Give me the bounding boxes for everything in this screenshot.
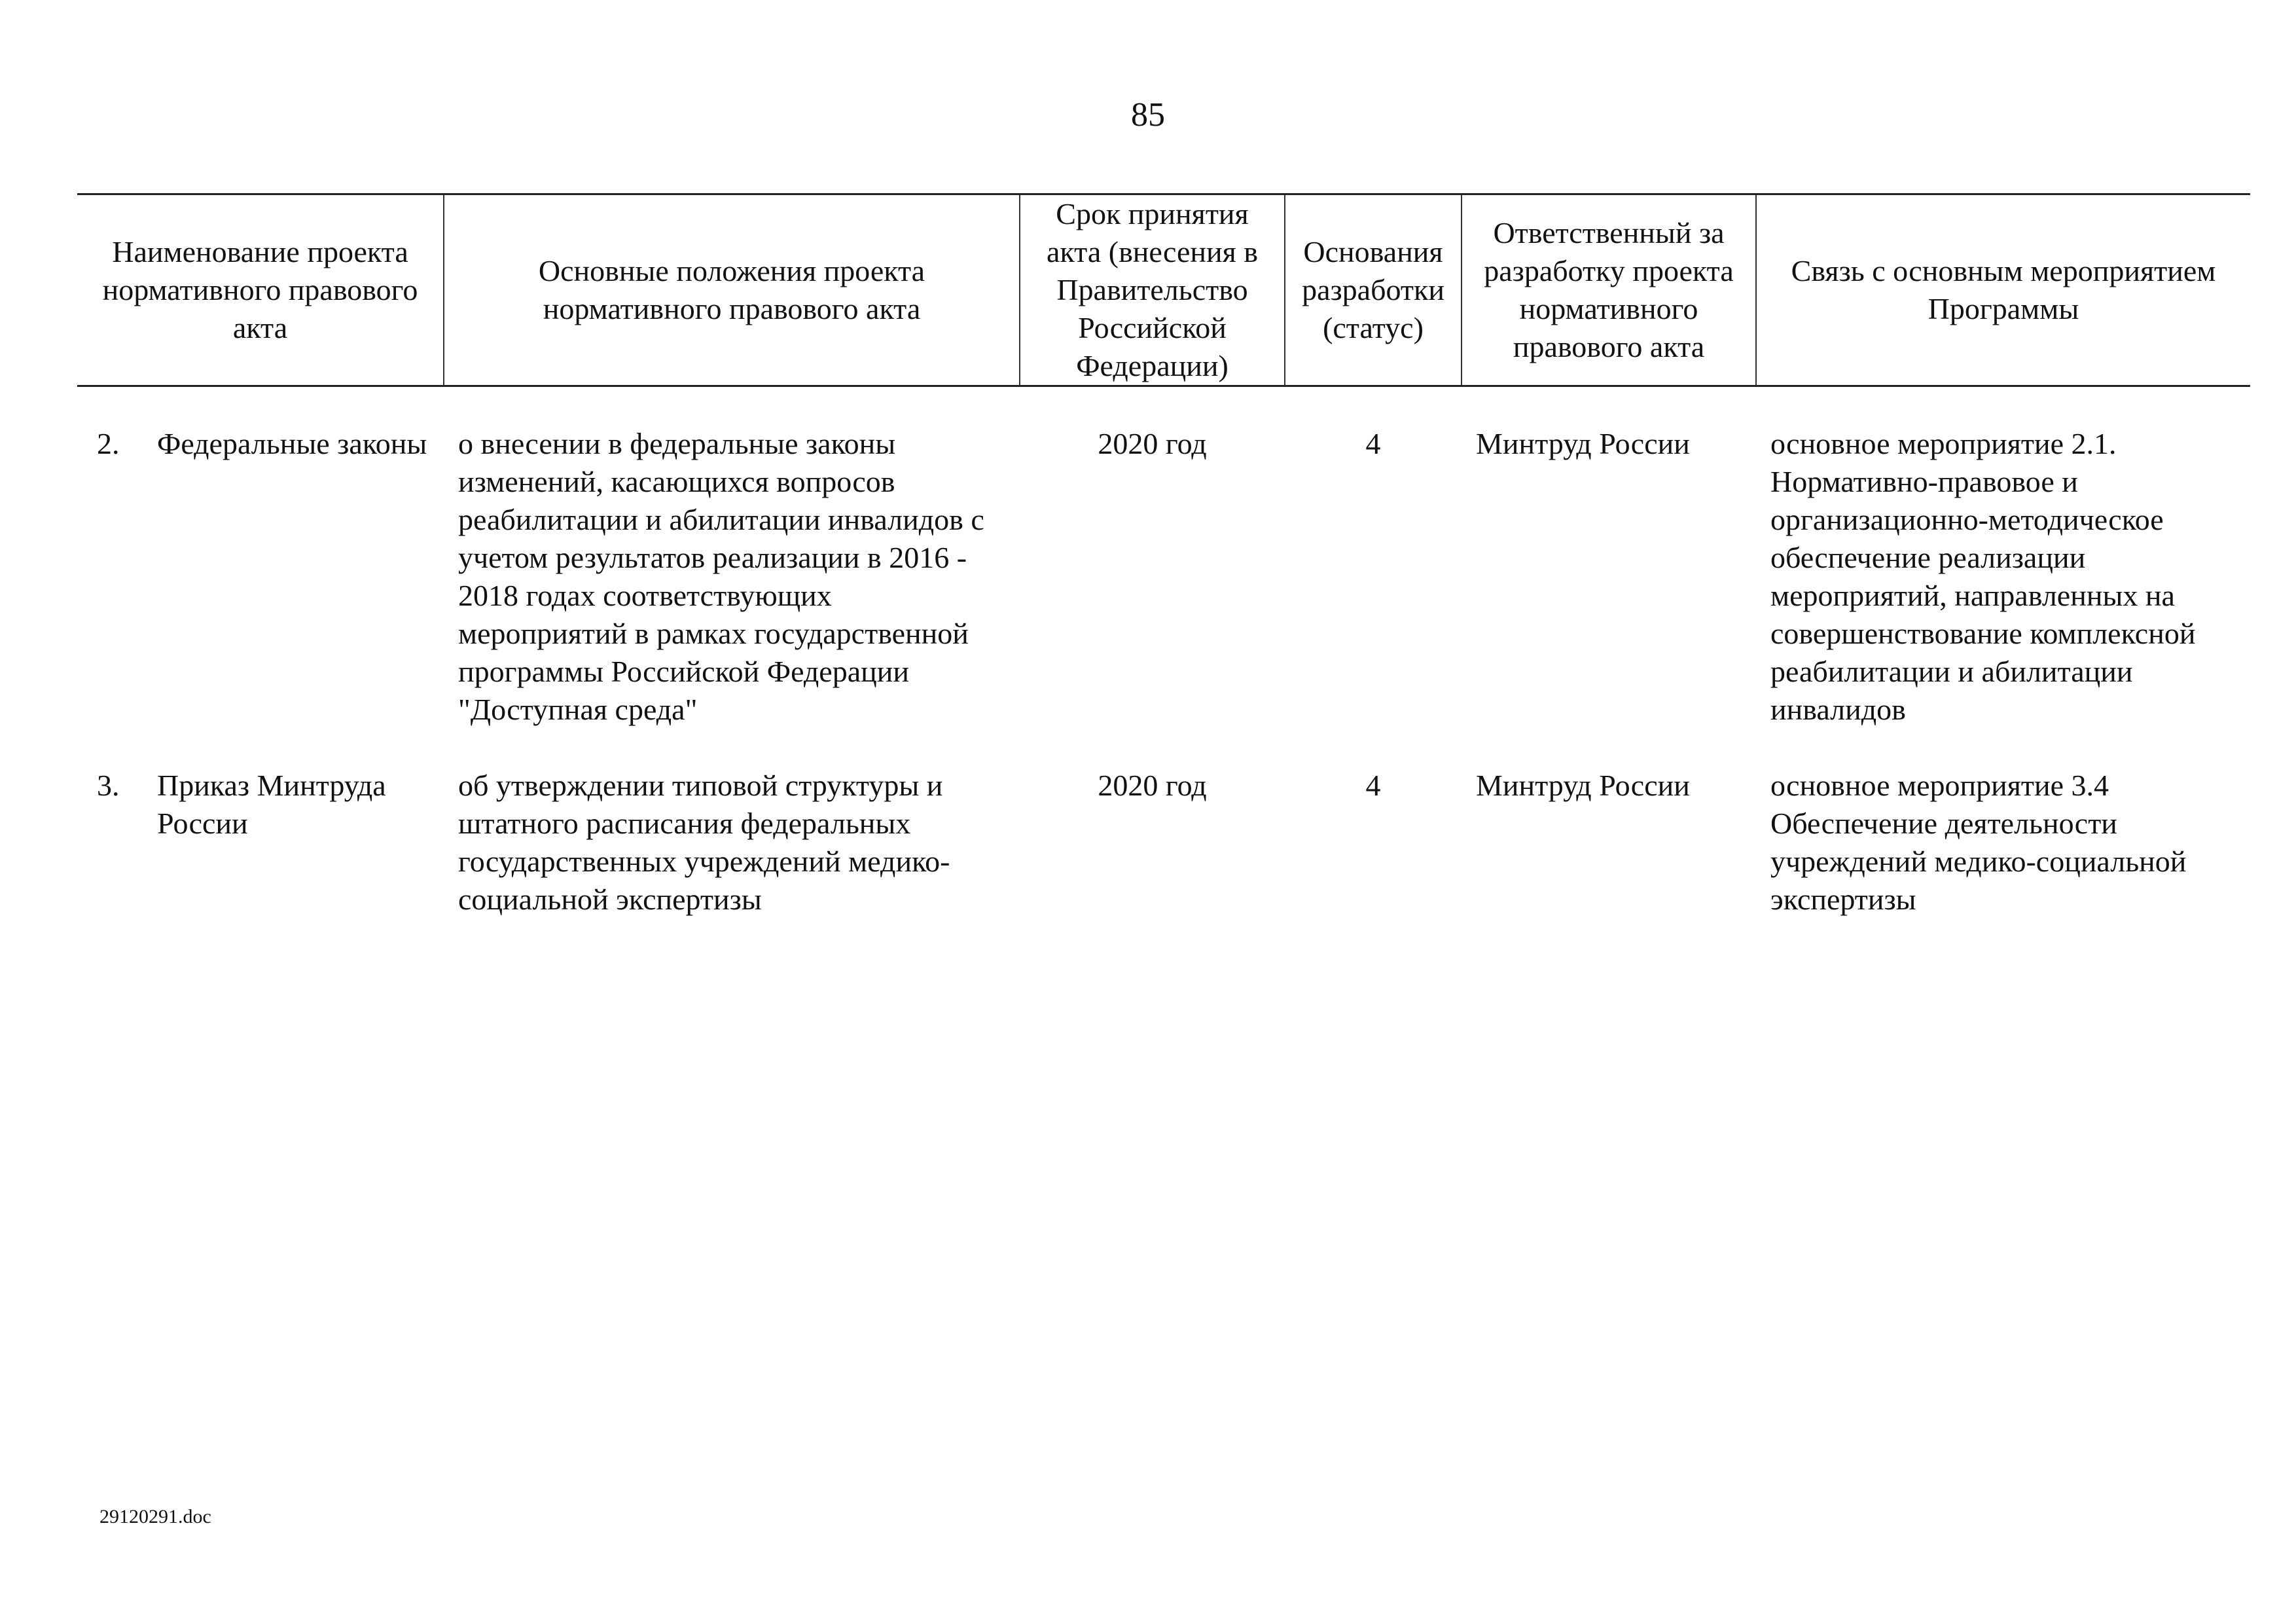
responsible-cell: Минтруд России	[1476, 769, 1690, 802]
row-number: 2.	[97, 427, 120, 460]
page-number: 85	[1131, 96, 1165, 134]
row-number: 3.	[97, 769, 120, 802]
header-provisions: Основные положения проекта нормативного правового акта	[444, 194, 1020, 386]
program-link-cell: основное мероприятие 3.4 Обеспечение деятельности учреждений медико-социальной экспертизы	[1770, 769, 2187, 916]
responsible-cell: Минтруд России	[1476, 427, 1690, 460]
term-cell: 2020 год	[1098, 769, 1207, 802]
document-file-reference: 29120291.doc	[99, 1506, 211, 1527]
header-basis: Основания разработки (статус)	[1285, 194, 1462, 386]
act-name-cell	[77, 729, 444, 919]
term-cell: 2020 год	[1098, 427, 1207, 460]
act-name: Приказ Минтруда России	[157, 769, 386, 840]
table-row	[77, 729, 2250, 919]
header-responsible: Ответственный за разработку проекта нормативного правового акта	[1462, 194, 1756, 386]
act-name: Федеральные законы	[157, 427, 427, 460]
header-act-name: Наименование проекта нормативного правового акта	[77, 194, 444, 386]
basis-cell: 4	[1365, 769, 1381, 802]
table-header-row	[77, 194, 2250, 386]
legal-acts-table	[77, 193, 2250, 919]
provisions-cell: об утверждении типовой структуры и штатного расписания федеральных государственных учреждений медико-социальной экспертизы	[458, 769, 950, 916]
table-row	[77, 386, 2250, 729]
act-name-cell	[77, 386, 444, 729]
provisions-cell: о внесении в федеральные законы изменений, касающихся вопросов реабилитации и абилитации инвалидов с учетом результатов реализации в 2016 - 2018 годах соответствующих мероприятий в рамках государственной программы Российской Федерации "Доступная среда"	[458, 427, 984, 726]
basis-cell: 4	[1365, 427, 1381, 460]
header-program-link: Связь с основным мероприятием Программы	[1756, 194, 2250, 386]
program-link-cell: основное мероприятие 2.1. Нормативно-правовое и организационно-методическое обеспечение реализации мероприятий, направленных на совершенствование комплексной реабилитации и абилитации инвалидов	[1770, 427, 2196, 726]
header-term: Срок принятия акта (внесения в Правительство Российской Федерации)	[1020, 194, 1285, 386]
